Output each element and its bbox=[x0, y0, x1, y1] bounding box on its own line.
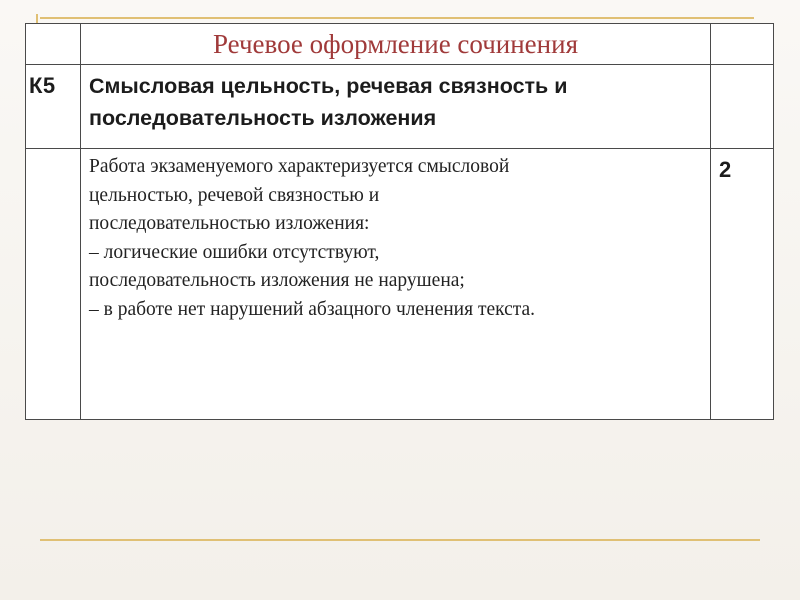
header-empty-left-cell bbox=[26, 24, 81, 65]
description-line-5: последовательность изложения не нарушена; bbox=[89, 270, 465, 292]
description-line-3: последовательностью изложения: bbox=[89, 213, 370, 235]
criterion-row bbox=[26, 65, 774, 149]
criterion-name-line-1: Смысловая цельность, речевая связность и bbox=[89, 74, 568, 98]
header-empty-right-cell bbox=[711, 24, 774, 65]
criteria-table bbox=[25, 23, 774, 420]
decorative-top-line bbox=[40, 17, 754, 19]
criterion-name-line-2: последовательность изложения bbox=[89, 106, 437, 130]
decorative-bottom-line bbox=[40, 539, 760, 541]
description-text bbox=[81, 149, 711, 420]
description-line-4: – логические ошибки отсутствуют, bbox=[89, 241, 380, 263]
description-line-6: – в работе нет нарушений абзацного членения текста. bbox=[89, 298, 536, 320]
score-value: 2 bbox=[711, 149, 774, 420]
section-title: Речевое оформление сочинения bbox=[81, 24, 711, 65]
description-row bbox=[26, 149, 774, 420]
table-header-row bbox=[26, 24, 774, 65]
description-empty-left-cell bbox=[26, 149, 81, 420]
criterion-code: К5 bbox=[26, 65, 81, 149]
description-line-2: цельностью, речевой связностью и bbox=[89, 184, 380, 206]
criterion-empty-right-cell bbox=[711, 65, 774, 149]
criterion-name bbox=[81, 65, 711, 149]
description-line-1: Работа экзаменуемого характеризуется смысловой bbox=[89, 156, 510, 177]
